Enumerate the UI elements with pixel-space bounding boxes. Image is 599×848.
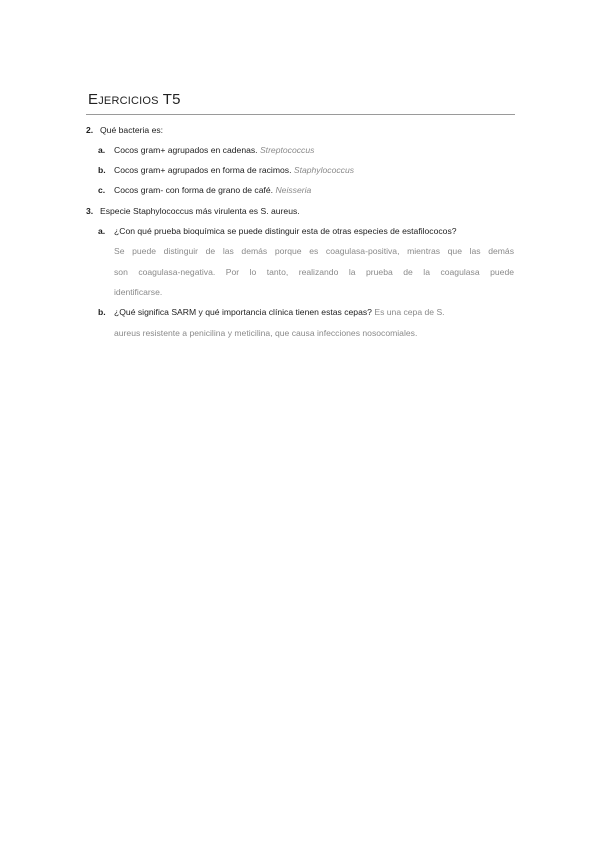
question-3	[86, 206, 300, 217]
question-3a	[98, 226, 457, 237]
question-2b-letter: b.	[98, 165, 106, 175]
title-underline	[86, 114, 515, 115]
question-2a-letter: a.	[98, 145, 106, 155]
question-3-number: 3.	[86, 206, 94, 216]
question-3a-text: ¿Con qué prueba bioquímica se puede distinguir esta de otras especies de estafilococos?	[114, 226, 457, 236]
question-3b-text: ¿Qué significa SARM y qué importancia clínica tienen estas cepas?	[114, 307, 372, 317]
question-2a-answer: Streptococcus	[259, 145, 315, 155]
page-title: Ejercicios T5	[88, 91, 181, 108]
question-3a-letter: a.	[98, 226, 106, 236]
question-3b-letter: b.	[98, 307, 106, 317]
question-2a	[98, 145, 314, 156]
question-2b	[98, 165, 354, 176]
question-2-number: 2.	[86, 125, 94, 135]
answer-3b-inline: Es una cepa de S.	[374, 307, 445, 317]
answer-3b-line-2: aureus resistente a penicilina y meticilina, que causa infecciones nosocomiales.	[114, 328, 418, 338]
question-3-text: Especie Staphylococcus más virulenta es S. aureus.	[100, 206, 300, 216]
question-2c-answer: Neisseria	[275, 185, 312, 195]
question-2c	[98, 185, 311, 196]
answer-3a-line-3: identificarse.	[114, 287, 163, 297]
question-2	[86, 125, 163, 136]
question-2-text: Qué bacteria es:	[100, 125, 164, 135]
question-3b	[98, 307, 445, 318]
question-2c-letter: c.	[98, 185, 106, 195]
answer-3a-line-2: son coagulasa-negativa. Por lo tanto, realizando la prueba de la coagulasa puede	[114, 267, 514, 277]
question-2c-text: Cocos gram- con forma de grano de café.	[114, 185, 274, 195]
question-2a-text: Cocos gram+ agrupados en cadenas.	[114, 145, 258, 155]
question-2b-answer: Staphylococcus	[293, 165, 355, 175]
question-2b-text: Cocos gram+ agrupados en forma de racimos.	[114, 165, 292, 175]
answer-3a-line-1: Se puede distinguir de las demás porque es coagulasa-positiva, mientras que las demás	[114, 246, 514, 256]
